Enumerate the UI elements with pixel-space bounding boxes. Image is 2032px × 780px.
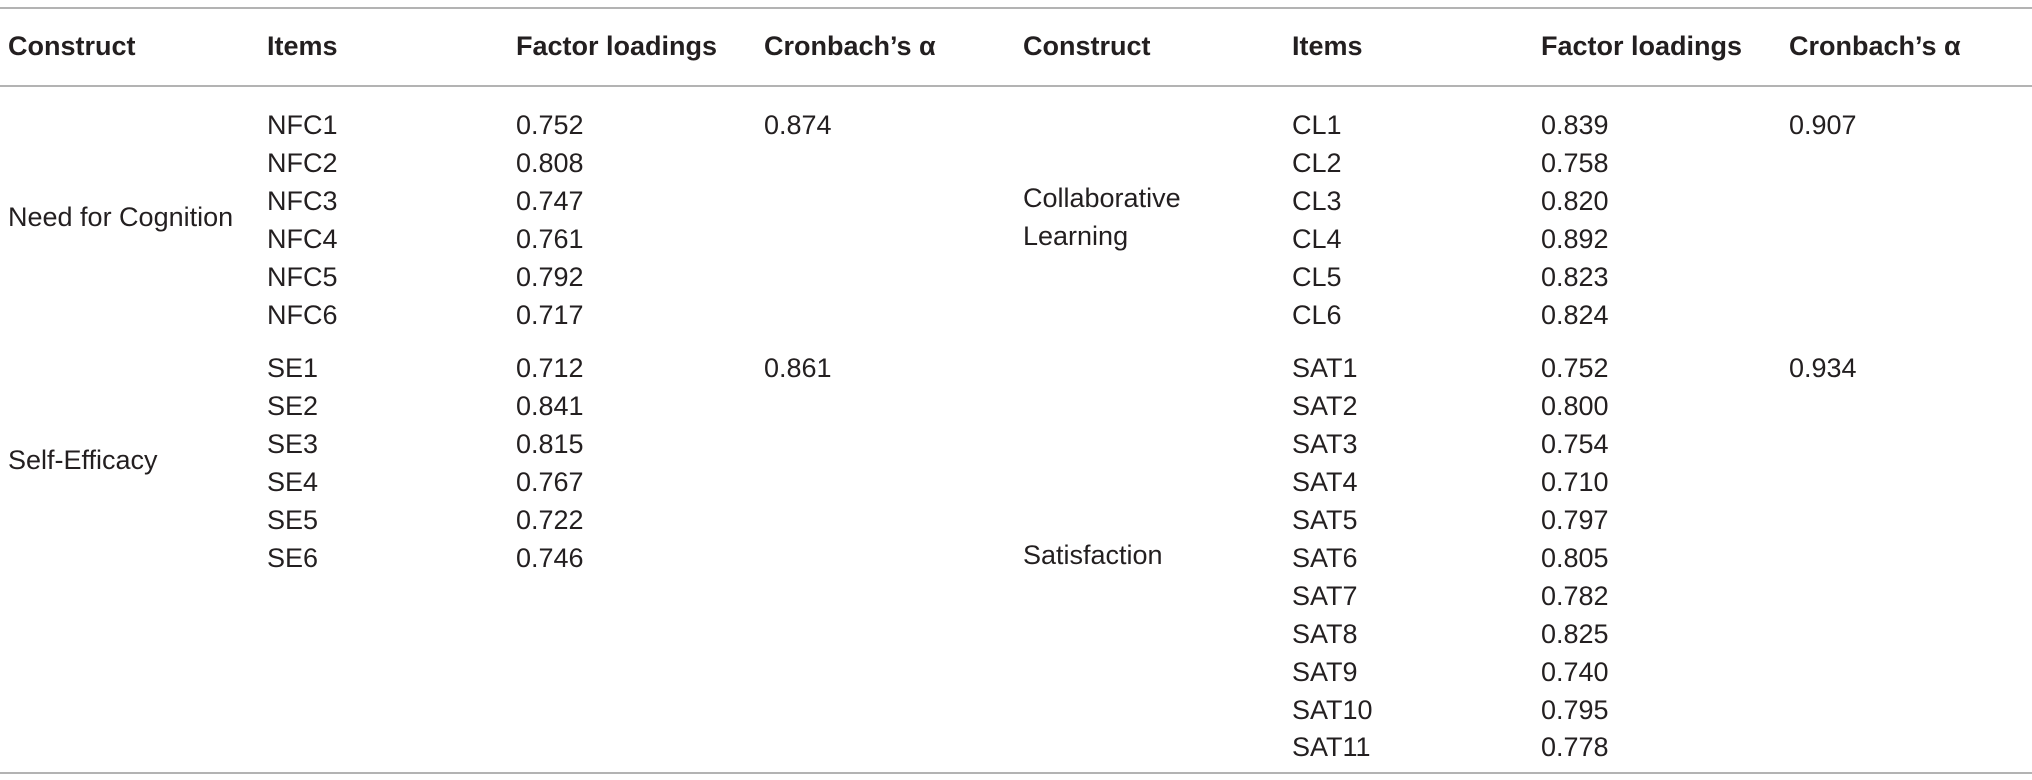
item-code: SAT9 [1292,656,1358,687]
header-items-left: Items [267,31,338,61]
header-loadings-right: Factor loadings [1541,31,1743,61]
factor-loading: 0.800 [1541,391,1609,422]
factor-loading: 0.792 [516,261,584,292]
factor-loading: 0.825 [1541,618,1609,649]
item-code: SE1 [267,353,319,384]
construct-label: Self-Efficacy [8,445,158,476]
factor-loading: 0.712 [516,353,584,384]
item-code: CL1 [1292,110,1342,140]
item-code: SAT3 [1292,429,1358,460]
factor-loading: 0.892 [1541,223,1609,254]
factor-loading: 0.778 [1541,732,1609,763]
factor-loading: 0.752 [1541,353,1609,384]
item-code: CL5 [1292,261,1342,292]
item-code: SAT7 [1292,580,1358,611]
item-code: CL4 [1292,223,1342,254]
item-code: SAT6 [1292,542,1358,573]
factor-loading: 0.808 [516,147,584,178]
header-construct-right: Construct [1023,31,1151,61]
factor-loading: 0.841 [516,391,584,422]
factor-loading: 0.839 [1541,110,1609,140]
construct-label: Satisfaction [1023,539,1163,570]
factor-loading: 0.824 [1541,299,1609,330]
factor-loading: 0.805 [1541,542,1609,573]
factor-loading: 0.740 [1541,656,1609,687]
item-code: SAT1 [1292,353,1358,384]
cronbach-alpha: 0.874 [764,110,832,140]
header-loadings-left: Factor loadings [516,31,718,61]
item-code: NFC1 [267,110,338,140]
cronbach-alpha: 0.861 [764,353,832,384]
item-code: SAT4 [1292,467,1358,498]
item-code: CL2 [1292,147,1342,178]
factor-loading: 0.797 [1541,505,1609,535]
factor-loading: 0.722 [516,505,584,535]
factor-loading: 0.782 [1541,580,1609,611]
factor-loading: 0.710 [1541,467,1609,498]
item-code: CL6 [1292,299,1342,330]
item-code: SE3 [267,429,319,460]
header-construct-left: Construct [8,31,136,61]
factor-loading: 0.754 [1541,429,1609,460]
item-code: SAT8 [1292,618,1358,649]
header-items-right: Items [1292,31,1363,61]
factor-loading: 0.752 [516,110,584,140]
factor-loading: 0.795 [1541,694,1609,725]
item-code: NFC4 [267,223,338,254]
item-code: SE4 [267,467,319,498]
factor-loading: 0.746 [516,542,584,573]
cronbach-alpha: 0.907 [1789,110,1857,140]
factor-loading: 0.758 [1541,147,1609,178]
factor-loading: 0.823 [1541,261,1609,292]
factor-loading: 0.767 [516,467,584,498]
header-alpha-right: Cronbach’s α [1789,31,1961,61]
item-code: NFC3 [267,185,338,216]
table-top-rule [0,7,2032,9]
table-bottom-rule [0,772,2032,774]
item-code: SAT5 [1292,505,1358,535]
item-code: SE6 [267,542,319,573]
factor-loading: 0.761 [516,223,584,254]
construct-label: Learning [1023,220,1129,251]
item-code: CL3 [1292,185,1342,216]
factor-loading: 0.717 [516,299,584,330]
item-code: SE2 [267,391,319,422]
header-alpha-left: Cronbach’s α [764,31,936,61]
cronbach-alpha: 0.934 [1789,353,1857,384]
table-header-rule [0,85,2032,87]
factor-loading: 0.820 [1541,185,1609,216]
item-code: SAT10 [1292,694,1373,725]
item-code: NFC2 [267,147,338,178]
item-code: SAT2 [1292,391,1358,422]
factor-loading: 0.815 [516,429,584,460]
construct-label: Collaborative [1023,182,1181,213]
item-code: NFC5 [267,261,338,292]
item-code: SE5 [267,505,319,535]
item-code: NFC6 [267,299,338,330]
factor-loading: 0.747 [516,185,584,216]
construct-label: Need for Cognition [8,201,234,232]
item-code: SAT11 [1292,732,1371,763]
